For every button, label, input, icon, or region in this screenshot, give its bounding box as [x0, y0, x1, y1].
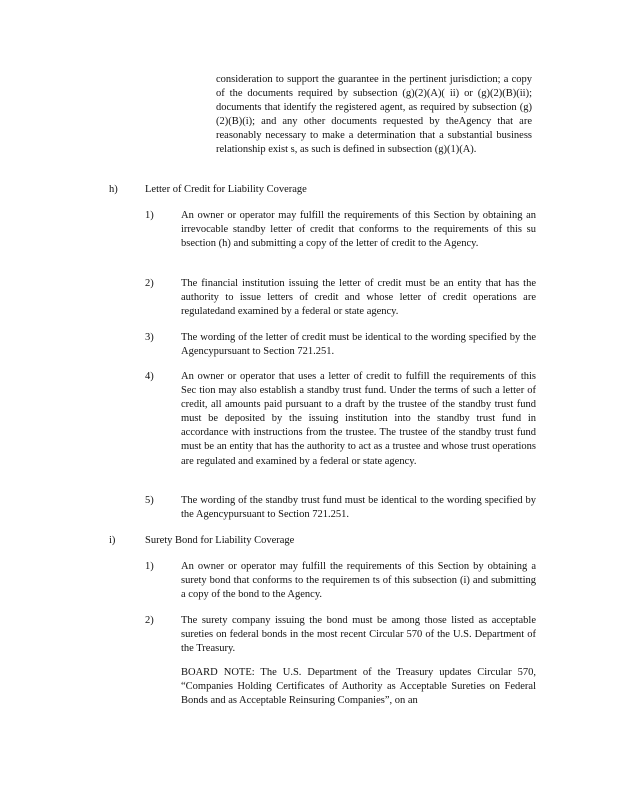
item-paragraph: The wording of the letter of credit must be identical to the wording specified by the Agencypursuant to Section 721.251. [181, 332, 536, 358]
item-number: 4) [145, 371, 154, 382]
section-h-marker: h) [109, 184, 118, 195]
item-paragraph: The financial institution issuing the letter of credit must be an entity that has the authority to issue letters of credit and whose letter of credit operations are regulatedand examined by a federal or state agency. [181, 278, 536, 318]
item-number: 1) [145, 210, 154, 221]
item-number: 1) [145, 561, 154, 572]
item-number: 3) [145, 332, 154, 343]
item-number: 2) [145, 615, 154, 626]
continuation-paragraph: consideration to support the guarantee in the pertinent jurisdiction; a copy of the documents required by subsection (g)(2)(A)( ii) or (g)(2)(B)(ii); documents that identify the registered agent, as required by subsection (g)(2)(B)(i); and any other documents requested by theAgency that are reasonably necessary to make a determination that a substantial business relationship exist s, as such is defined in subsection (g)(1)(A). [216, 74, 532, 156]
section-i-marker: i) [109, 535, 116, 546]
item-paragraph: An owner or operator may fulfill the requirements of this Section by obtaining an irrevocable standby letter of credit that conforms to the requirements of this su bsection (h) and submitting a copy of the letter of credit to the Agency. [181, 210, 536, 250]
board-note: BOARD NOTE: The U.S. Department of the Treasury updates Circular 570, “Companies Holding Certificates of Authority as Acceptable Sureties on Federal Bonds and as Acceptable Reinsuring Companies”, on an [181, 667, 536, 707]
section-i-heading: Surety Bond for Liability Coverage [145, 535, 295, 546]
item-number: 5) [145, 495, 154, 506]
item-paragraph: An owner or operator may fulfill the requirements of this Section by obtaining a surety bond that conforms to the requiremen ts of this subsection (i) and submitting a copy of the bond to the Agency. [181, 561, 536, 601]
item-paragraph: An owner or operator that uses a letter of credit to fulfill the requirements of this Sec tion may also establish a standby trust fund. Under the terms of such a letter of credit, all amounts paid pursuant to a draft by the trustee of the standby trust fund must be deposited by the issuing institution into the standby trust fund in accordance with instructions from the trustee. The trustee of the standby trust fund must be an entity that has the authority to act as a trustee and whose trust operations are regulated and examined by a federal or state agency. [181, 371, 536, 467]
item-paragraph: The surety company issuing the bond must be among those listed as acceptable sureties on federal bonds in the most recent Circular 570 of the U.S. Department of the Treasury. [181, 615, 536, 655]
section-h-heading: Letter of Credit for Liability Coverage [145, 184, 307, 195]
item-paragraph: The wording of the standby trust fund must be identical to the wording specified by the Agencypursuant to Section 721.251. [181, 495, 536, 521]
item-number: 2) [145, 278, 154, 289]
